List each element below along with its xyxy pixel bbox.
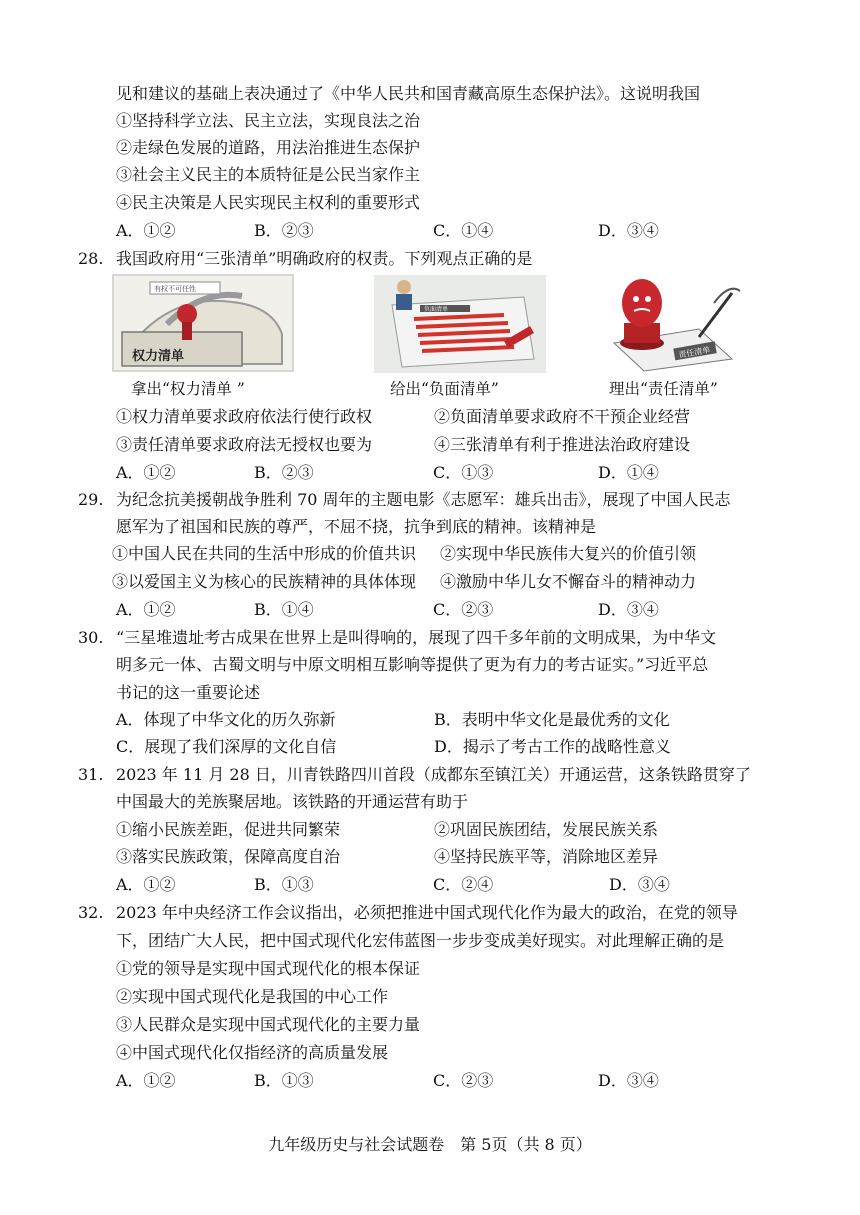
power-list-caption: 拿出“权力清单 ” (131, 380, 245, 398)
power-list-tag: 有权不可任性 (154, 285, 196, 293)
q31-item-2: ②巩固民族团结，发展民族关系 (434, 820, 659, 839)
q31-stem-line2: 中国最大的羌族聚居地。该铁路的开通运营有助于 (116, 792, 469, 811)
q32-stem-line1: 2023 年中央经济工作会议指出，必须把推进中国式现代化作为最大的政治，在党的领导 (116, 903, 738, 922)
q29-stem-line1: 为纪念抗美援朝战争胜利 70 周年的主题电影《志愿军：雄兵出击》，展现了中国人民志 (116, 490, 731, 509)
q29-stem-line2: 愿军为了祖国和民族的尊严，不屈不挠，抗争到底的精神。该精神是 (116, 517, 597, 536)
q31-number: 31. (78, 765, 104, 784)
q29-item-2: ②实现中华民族伟大复兴的价值引领 (440, 544, 697, 563)
q32-stem-line2: 下，团结广大人民，把中国式现代化宏伟蓝图一步步变成美好现实。对此理解正确的是 (116, 931, 725, 950)
q32-item-3: ③人民群众是实现中国式现代化的主要力量 (116, 1015, 421, 1034)
q30-choice-a: A．体现了中华文化的历久弥新 (116, 710, 336, 729)
q27-choice-a: A．①② (116, 221, 176, 240)
q30-stem-line3: 书记的这一重要论述 (116, 683, 261, 702)
q31-item-3: ③落实民族政策，保障高度自治 (116, 847, 341, 866)
q30-stem-line2: 明多元一体、古蜀文明与中原文明相互影响等提供了更为有力的考古证实。”习近平总 (116, 655, 709, 674)
negative-list-image (374, 275, 546, 373)
negative-list-header: 负面清单 (424, 306, 449, 313)
q28-choice-a: A．①② (116, 463, 176, 482)
power-list-image (112, 274, 294, 372)
q31-stem-line1: 2023 年 11 月 28 日，川青铁路四川首段（成都东至镇江关）开通运营，这条铁路贯穿了 (116, 765, 751, 784)
responsibility-list-caption: 理出“责任清单” (609, 380, 718, 398)
q30-choice-d: D．揭示了考古工作的战略性意义 (434, 737, 671, 756)
q28-item-1: ①权力清单要求政府依法行使行政权 (116, 407, 373, 426)
q29-item-1: ①中国人民在共同的生活中形成的价值共识 (112, 544, 417, 563)
q30-choice-c: C．展现了我们深厚的文化自信 (116, 737, 337, 756)
q28-stem: 我国政府用“三张清单”明确政府的权责。下列观点正确的是 (116, 249, 533, 268)
q32-choice-c: C．②③ (433, 1071, 494, 1090)
q31-choice-a: A．①② (116, 875, 176, 894)
q32-choice-a: A．①② (116, 1071, 176, 1090)
q27-item-3: ③社会主义民主的本质特征是公民当家作主 (116, 165, 421, 184)
q31-choice-d: D．③④ (609, 875, 670, 894)
q28-choice-c: C．①③ (433, 463, 494, 482)
q29-choice-a: A．①② (116, 600, 176, 619)
q31-item-1: ①缩小民族差距，促进共同繁荣 (116, 820, 341, 839)
power-list-label: 权力清单 (132, 349, 185, 364)
q29-number: 29. (78, 490, 104, 509)
q27-choice-c: C．①④ (433, 221, 494, 240)
q31-choice-c: C．②④ (433, 875, 494, 894)
q27-choice-d: D．③④ (598, 221, 659, 240)
q31-item-4: ④坚持民族平等，消除地区差异 (434, 847, 659, 866)
q27-item-2: ②走绿色发展的道路，用法治推进生态保护 (116, 138, 421, 157)
q29-choice-c: C．②③ (433, 600, 494, 619)
q32-choice-d: D．③④ (598, 1071, 659, 1090)
q30-stem-line1: “三星堆遗址考古成果在世界上是叫得响的，展现了四千多年前的文明成果，为中华文 (116, 628, 717, 647)
q32-item-2: ②实现中国式现代化是我国的中心工作 (116, 987, 389, 1006)
q27-item-4: ④民主决策是人民实现民主权利的重要形式 (116, 193, 421, 212)
page-footer: 九年级历史与社会试题卷 第 5页（共 8 页） (268, 1135, 592, 1154)
responsibility-list-label: 责任清单 (677, 345, 711, 360)
q29-choice-b: B．①④ (254, 600, 314, 619)
q32-choice-b: B．①③ (254, 1071, 314, 1090)
q29-item-3: ③以爱国主义为核心的民族精神的具体体现 (112, 572, 417, 591)
q27-choice-b: B．②③ (254, 221, 314, 240)
q27-stem-continuation: 见和建议的基础上表决通过了《中华人民共和国青藏高原生态保护法》。这说明我国 (116, 84, 701, 103)
responsibility-list-image (604, 273, 742, 373)
q32-item-1: ①党的领导是实现中国式现代化的根本保证 (116, 959, 421, 978)
q27-item-1: ①坚持科学立法、民主立法，实现良法之治 (116, 111, 421, 130)
q31-choice-b: B．①③ (254, 875, 314, 894)
q29-choice-d: D．③④ (598, 600, 659, 619)
q28-number: 28. (78, 249, 104, 268)
q30-number: 30. (78, 628, 104, 647)
q28-item-4: ④三张清单有利于推进法治政府建设 (434, 435, 691, 454)
q28-item-3: ③责任清单要求政府法无授权也要为 (116, 435, 373, 454)
q32-number: 32. (78, 903, 104, 922)
q29-item-4: ④激励中华儿女不懈奋斗的精神动力 (440, 572, 697, 591)
q28-choice-b: B．②③ (254, 463, 314, 482)
q30-choice-b: B．表明中华文化是最优秀的文化 (434, 710, 670, 729)
q28-choice-d: D．①④ (598, 463, 659, 482)
q28-item-2: ②负面清单要求政府不干预企业经营 (434, 407, 691, 426)
negative-list-caption: 给出“负面清单” (390, 380, 499, 398)
q32-item-4: ④中国式现代化仅指经济的高质量发展 (116, 1043, 389, 1062)
